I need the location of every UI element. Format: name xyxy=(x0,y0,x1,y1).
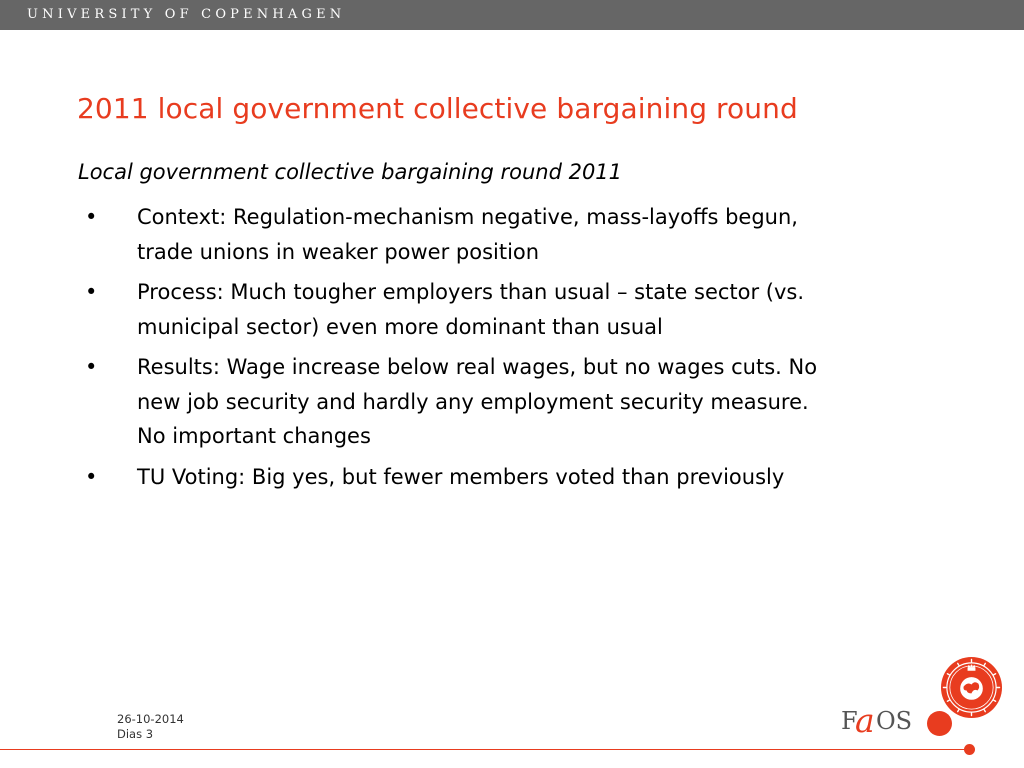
institution-name: UNIVERSITY OF COPENHAGEN xyxy=(27,7,346,22)
footer-divider xyxy=(0,749,968,750)
footer-slide-number: Dias 3 xyxy=(117,727,154,741)
bullet-item-results xyxy=(78,350,998,454)
logo-letter-a: a xyxy=(855,702,875,738)
bullet-item-process xyxy=(78,275,998,344)
footer-date: 26-10-2014 xyxy=(117,712,184,726)
slide-subheading: Local government collective bargaining round 2011 xyxy=(78,160,623,184)
logo-letters-os: OS xyxy=(876,707,913,735)
header-bar xyxy=(0,0,1024,30)
bullet-text-line: No important changes xyxy=(137,424,371,448)
bullet-text-line: trade unions in weaker power position xyxy=(137,239,540,264)
bullet-text-line: Context: Regulation-mechanism negative, mass-layoffs begun, xyxy=(137,205,798,229)
bullet-marker: • xyxy=(85,355,98,379)
slide-title: 2011 local government collective bargaining round xyxy=(77,92,798,125)
bullet-text-line: municipal sector) even more dominant than usual xyxy=(137,314,663,339)
bullet-item-tu-voting xyxy=(78,460,998,495)
logo-circle xyxy=(927,711,952,736)
bullet-list xyxy=(78,200,998,500)
bullet-item-context xyxy=(78,200,998,269)
university-seal-icon xyxy=(940,656,1003,719)
logo-letter-f: F xyxy=(841,707,858,735)
bullet-marker: • xyxy=(85,205,98,229)
bullet-text-line: new job security and hardly any employment security measure. xyxy=(137,389,809,414)
footer-divider-dot xyxy=(964,744,975,755)
bullet-marker: • xyxy=(85,280,98,304)
faos-logo xyxy=(840,702,916,738)
bullet-text-line: TU Voting: Big yes, but fewer members voted than previously xyxy=(137,464,785,489)
globe-icon xyxy=(961,678,983,700)
bullet-marker: • xyxy=(85,464,98,489)
bullet-text-line: Process: Much tougher employers than usual – state sector (vs. xyxy=(137,280,805,304)
bullet-text-line: Results: Wage increase below real wages, but no wages cuts. No xyxy=(137,355,818,379)
